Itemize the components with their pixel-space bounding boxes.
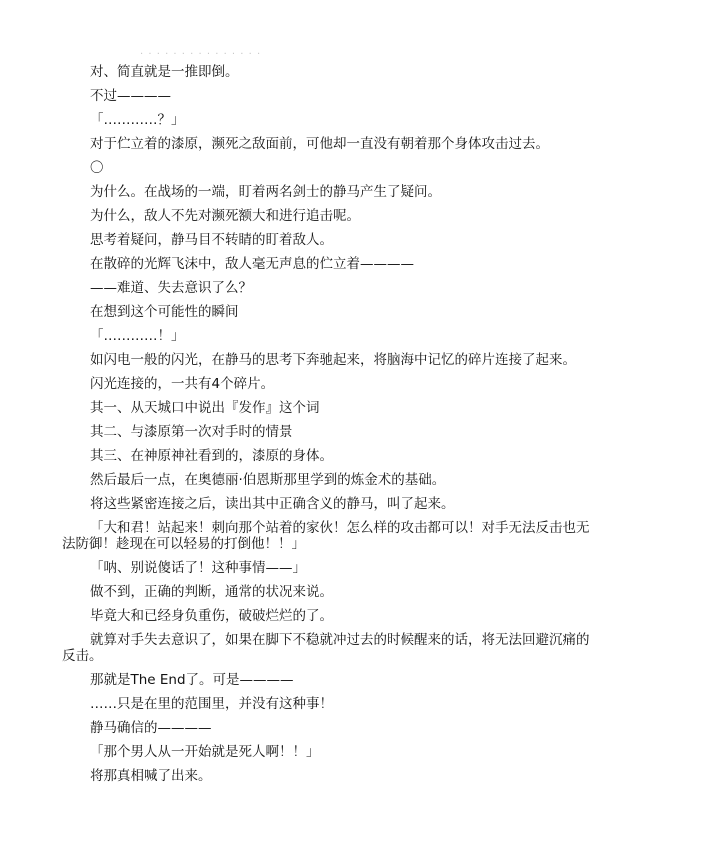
paragraph: 思考着疑问，静马目不转睛的盯着敌人。 [90, 232, 333, 248]
paragraph: 然后最后一点，在奥德丽·伯恩斯那里学到的炼金术的基础。 [90, 472, 446, 488]
paragraph: ……只是在里的范围里，并没有这种事！ [90, 696, 333, 712]
paragraph: 「呐、别说傻话了！这种事情——」 [90, 560, 306, 576]
paragraph: 在散碎的光辉飞沫中，敌人毫无声息的伫立着———— [90, 256, 414, 272]
paragraph: ——难道、失去意识了么？ [90, 280, 252, 296]
paragraph: 静马确信的———— [90, 720, 212, 736]
paragraph: 如闪电一般的闪光，在静马的思考下奔驰起来，将脑海中记忆的碎片连接了起来。 [90, 352, 576, 368]
paragraph: 「那个男人从一开始就是死人啊！！」 [90, 744, 320, 760]
paragraph: 其三、在神原神社看到的，漆原的身体。 [90, 448, 333, 464]
paragraph: 那就是The End了。可是———— [90, 672, 294, 688]
top-cut-off-text: · · · · · · · · · · · · · · · [140, 52, 262, 58]
paragraph: 在想到这个可能性的瞬间 [90, 304, 239, 320]
paragraph: 为什么，敌人不先对濒死额大和进行追击呢。 [90, 208, 360, 224]
paragraph: 对于伫立着的漆原，濒死之敌面前，可他却一直没有朝着那个身体攻击过去。 [90, 136, 549, 152]
scene-break-marker: 〇 [90, 160, 104, 176]
paragraph: 不过———— [90, 88, 171, 104]
paragraph: 闪光连接的，一共有4个碎片。 [90, 376, 275, 392]
paragraph: 「大和君！站起来！刺向那个站着的家伙！怎么样的攻击都可以！对手无法反击也无法防御！趁现在可以轻易的打倒他！！」 [62, 520, 590, 552]
paragraph: 其一、从天城口中说出『发作』这个词 [90, 400, 320, 416]
novel-text-body [62, 64, 592, 792]
paragraph: 「…………？」 [90, 112, 185, 128]
paragraph: 对、简直就是一推即倒。 [90, 64, 239, 80]
paragraph: 将那真相喊了出来。 [90, 768, 212, 784]
paragraph: 就算对手失去意识了，如果在脚下不稳就冲过去的时候醒来的话，将无法回避沉痛的反击。 [62, 632, 590, 664]
paragraph: 毕竟大和已经身负重伤，破破烂烂的了。 [90, 608, 333, 624]
paragraph: 「…………！」 [90, 328, 185, 344]
paragraph: 做不到，正确的判断，通常的状况来说。 [90, 584, 333, 600]
paragraph: 其二、与漆原第一次对手时的情景 [90, 424, 293, 440]
paragraph: 将这些紧密连接之后，读出其中正确含义的静马，叫了起来。 [90, 496, 455, 512]
paragraph: 为什么。在战场的一端，盯着两名剑士的静马产生了疑问。 [90, 184, 441, 200]
